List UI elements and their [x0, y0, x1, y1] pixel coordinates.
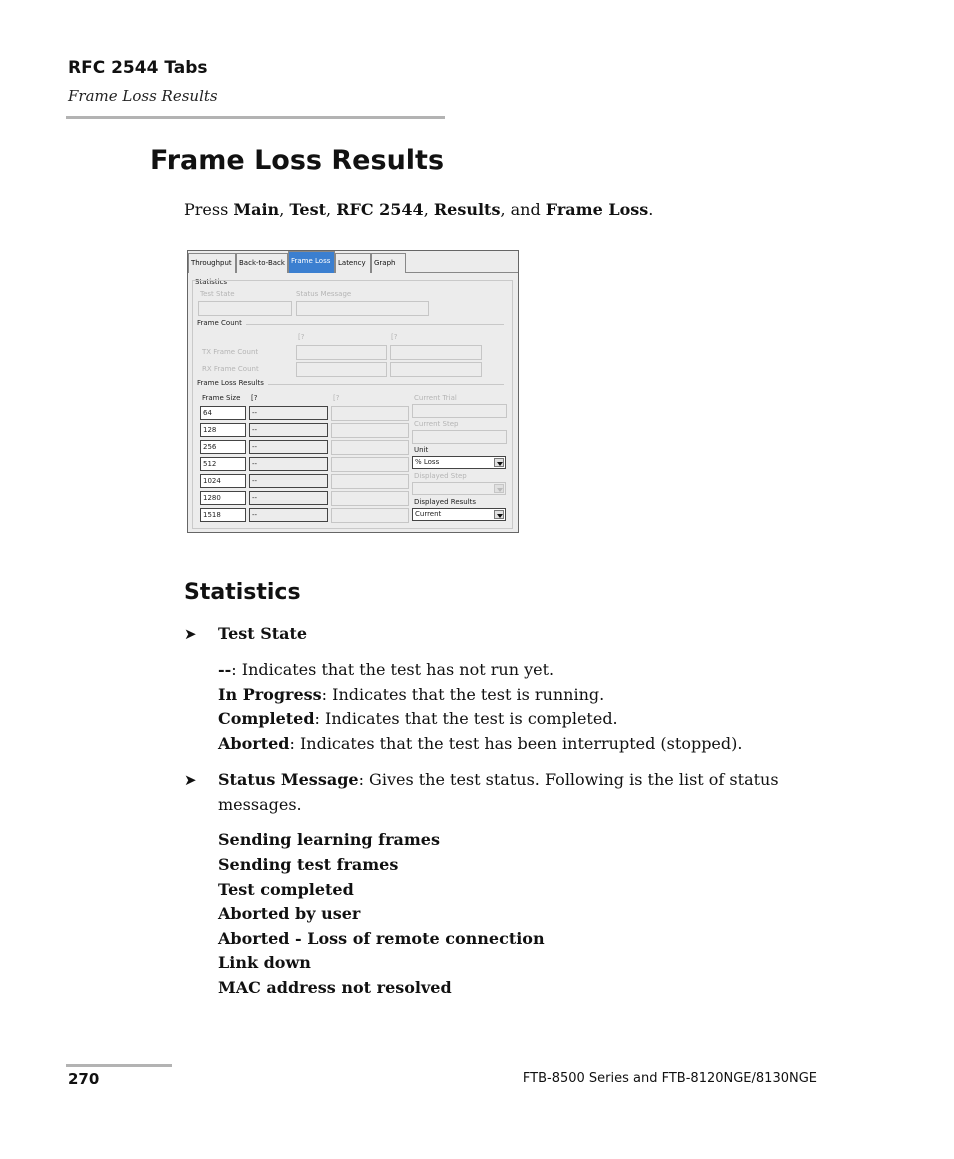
- intro-rfc: RFC 2544: [336, 200, 424, 219]
- frame-loss-results-label: Frame Loss Results: [197, 379, 264, 387]
- statistics-group-label: Statistics: [195, 278, 227, 286]
- status-message-item: Link down: [218, 953, 311, 972]
- intro-press: Press: [184, 200, 234, 219]
- frame-loss-results-divider: [268, 384, 504, 385]
- intro-paragraph: [184, 200, 653, 219]
- unit-value: % Loss: [415, 458, 440, 466]
- state-desc: : Indicates that the test has been interrupted (stopped).: [289, 734, 743, 753]
- displayed-results-value: Current: [415, 510, 442, 518]
- intro-sep: ,: [279, 200, 290, 219]
- tab-bar: [188, 251, 518, 273]
- status-message-item: Aborted - Loss of remote connection: [218, 929, 545, 948]
- frame-size-cell: 128: [200, 423, 246, 437]
- unit-dropdown[interactable]: [412, 456, 506, 469]
- frame-size-cell: 64: [200, 406, 246, 420]
- status-message-item: Aborted by user: [218, 904, 361, 923]
- loss-result-cell: --: [249, 474, 328, 488]
- state-term: Aborted: [218, 734, 290, 753]
- chevron-down-icon: [494, 510, 504, 519]
- third-column-cell: [331, 440, 409, 455]
- status-message-item: Sending learning frames: [218, 830, 440, 849]
- test-state-line: [218, 685, 604, 704]
- frame-size-cell: 512: [200, 457, 246, 471]
- loss-result-cell: --: [249, 423, 328, 437]
- intro-end: .: [648, 200, 654, 219]
- test-state-line: [218, 709, 618, 728]
- loss-result-cell: --: [249, 491, 328, 505]
- test-state-field: [198, 301, 292, 316]
- chevron-down-icon: [494, 484, 504, 493]
- test-state-line: [218, 734, 742, 753]
- current-trial-label: Current Trial: [414, 394, 457, 402]
- state-desc: : Indicates that the test has not run yet.: [231, 660, 555, 679]
- unit-label: Unit: [414, 446, 429, 454]
- test-state-line: [218, 660, 554, 679]
- displayed-results-label: Displayed Results: [414, 498, 477, 506]
- running-header-chapter: RFC 2544 Tabs: [68, 58, 208, 78]
- frame-count-divider: [246, 324, 504, 325]
- tab-graph[interactable]: Graph: [371, 253, 406, 273]
- third-column-cell: [331, 508, 409, 523]
- tx-frame-count-field-1: [296, 345, 387, 360]
- footer-rule: [66, 1064, 172, 1067]
- current-step-field: [412, 430, 507, 444]
- statistics-heading: Statistics: [184, 580, 301, 605]
- frame-size-cell: 256: [200, 440, 246, 454]
- state-term: In Progress: [218, 685, 322, 704]
- intro-sep: ,: [326, 200, 337, 219]
- rx-column-header: [?: [391, 333, 398, 341]
- test-state-label: Test State: [200, 290, 235, 298]
- third-column-header: [?: [333, 394, 340, 402]
- frame-size-cell: 1024: [200, 474, 246, 488]
- rx-frame-count-label: RX Frame Count: [202, 365, 259, 373]
- frame-count-label: Frame Count: [197, 319, 242, 327]
- tx-frame-count-label: TX Frame Count: [202, 348, 259, 356]
- loss-column-header: [?: [251, 394, 258, 402]
- status-message-desc: : Gives the test status. Following is the list of status: [358, 770, 779, 789]
- status-message-title: [218, 770, 779, 789]
- third-column-cell: [331, 457, 409, 472]
- state-term: Completed: [218, 709, 315, 728]
- tab-frame-loss[interactable]: Frame Loss: [288, 251, 335, 273]
- status-message-field: [296, 301, 429, 316]
- displayed-results-dropdown[interactable]: [412, 508, 506, 521]
- bullet-arrow-icon: ➤: [184, 771, 197, 789]
- loss-result-cell: --: [249, 406, 328, 420]
- intro-test: Test: [289, 200, 327, 219]
- third-column-cell: [331, 474, 409, 489]
- displayed-step-label: Displayed Step: [414, 472, 467, 480]
- intro-frame-loss: Frame Loss: [545, 200, 649, 219]
- tab-latency[interactable]: Latency: [335, 253, 371, 273]
- running-header-section: Frame Loss Results: [68, 87, 218, 105]
- intro-sep: ,: [423, 200, 434, 219]
- tx-frame-count-field-2: [390, 345, 482, 360]
- frame-size-cell: 1518: [200, 508, 246, 522]
- intro-results: Results: [433, 200, 501, 219]
- rx-frame-count-field-1: [296, 362, 387, 377]
- status-message-item: Test completed: [218, 880, 354, 899]
- third-column-cell: [331, 406, 409, 421]
- status-message-item: Sending test frames: [218, 855, 399, 874]
- tab-back-to-back[interactable]: Back-to-Back: [236, 253, 288, 273]
- header-rule: [66, 116, 445, 119]
- frame-size-cell: 1280: [200, 491, 246, 505]
- intro-sep: , and: [500, 200, 546, 219]
- loss-result-cell: --: [249, 440, 328, 454]
- status-message-term: Status Message: [218, 770, 359, 789]
- status-message-item: MAC address not resolved: [218, 978, 452, 997]
- page-number: 270: [68, 1070, 100, 1088]
- loss-result-cell: --: [249, 508, 328, 522]
- test-state-title: [218, 624, 307, 643]
- state-term: --: [218, 660, 232, 679]
- test-state-term: Test State: [218, 624, 308, 643]
- intro-main: Main: [233, 200, 280, 219]
- displayed-step-dropdown[interactable]: [412, 482, 506, 495]
- bullet-arrow-icon: ➤: [184, 625, 197, 643]
- current-trial-field: [412, 404, 507, 418]
- third-column-cell: [331, 491, 409, 506]
- frame-size-header: Frame Size: [202, 394, 241, 402]
- third-column-cell: [331, 423, 409, 438]
- chevron-down-icon: [494, 458, 504, 467]
- tx-column-header: [?: [298, 333, 305, 341]
- footer-document-title: FTB-8500 Series and FTB-8120NGE/8130NGE: [522, 1071, 817, 1086]
- page-title: Frame Loss Results: [150, 145, 445, 176]
- rx-frame-count-field-2: [390, 362, 482, 377]
- tab-throughput[interactable]: Throughput: [188, 253, 236, 273]
- frame-loss-screenshot: [187, 250, 519, 533]
- status-message-desc-cont: messages.: [218, 795, 302, 814]
- current-step-label: Current Step: [414, 420, 459, 428]
- loss-result-cell: --: [249, 457, 328, 471]
- state-desc: : Indicates that the test is completed.: [314, 709, 618, 728]
- status-message-label: Status Message: [296, 290, 352, 298]
- state-desc: : Indicates that the test is running.: [321, 685, 605, 704]
